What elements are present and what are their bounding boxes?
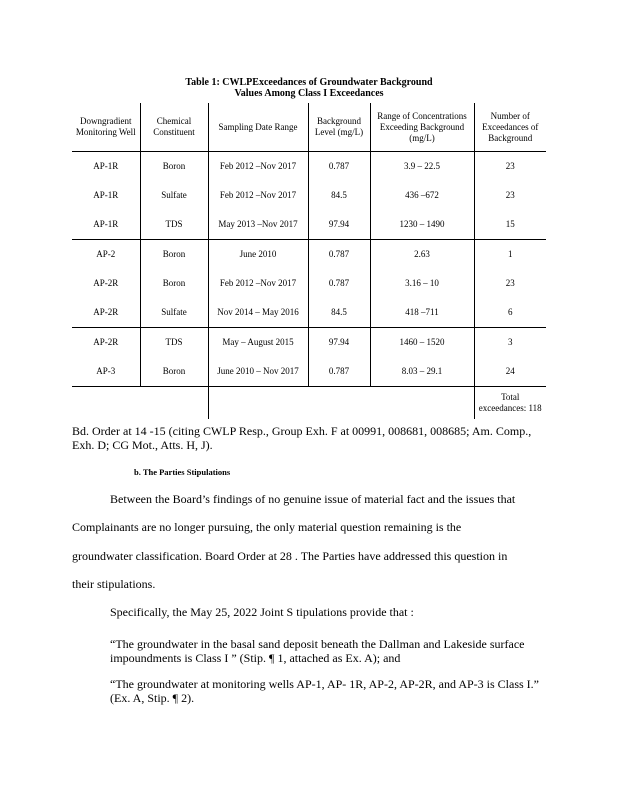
cell-well: AP-1R xyxy=(93,161,119,171)
cell-constituent: TDS xyxy=(140,210,208,240)
header-background: Background Level (mg/L) xyxy=(308,103,370,152)
cell-date: June 2010 xyxy=(208,240,308,270)
cell-background: 0.787 xyxy=(308,357,370,387)
stipulations-intro: Specifically, the May 25, 2022 Joint S tipulations provide that : xyxy=(110,605,414,619)
cell-date: Feb 2012 –Nov 2017 xyxy=(208,152,308,182)
paragraph-line-1: Between the Board’s findings of no genuine issue of material fact and the issues that xyxy=(110,492,516,506)
cell-constituent: Boron xyxy=(140,152,208,182)
caption-line-1: Table 1: CWLPExceedances of Groundwater Background xyxy=(185,77,433,88)
cell-well: AP-2 xyxy=(96,249,116,259)
paragraph-line-3: groundwater classification. Board Order at 28 . The Parties have addressed this question in xyxy=(72,549,508,563)
header-well: Downgradient Monitoring Well xyxy=(72,103,140,152)
table-total-row xyxy=(72,387,546,420)
quote-2: “The groundwater at monitoring wells AP-1, AP- 1R, AP-2, AP-2R, and AP-3 is Class I.” (Ex. A, Stip. ¶ 2). xyxy=(110,677,539,705)
cell-count: 15 xyxy=(474,210,546,240)
caption-line-2: Values Among Class I Exceedances xyxy=(234,88,384,99)
cell-well: AP-2R xyxy=(72,298,140,328)
table-row xyxy=(72,210,546,240)
cell-well: AP-1R xyxy=(72,210,140,240)
cell-well: AP-2R xyxy=(93,278,119,288)
cell-date: Feb 2012 –Nov 2017 xyxy=(208,181,308,210)
paragraph-line-4: their stipulations. xyxy=(72,577,156,591)
cell-constituent: Boron xyxy=(140,357,208,387)
cell-range: 8.03 – 29.1 xyxy=(370,357,474,387)
cell-constituent: TDS xyxy=(140,328,208,358)
table-row xyxy=(72,152,546,182)
table-caption xyxy=(0,77,618,99)
exceedances-table xyxy=(72,103,546,419)
cell-range: 3.9 – 22.5 xyxy=(370,152,474,182)
cell-background: 97.94 xyxy=(308,210,370,240)
header-date: Sampling Date Range xyxy=(208,103,308,152)
cell-count: 23 xyxy=(474,269,546,298)
total-exceedances: Total exceedances: 118 xyxy=(474,387,546,420)
citation: Bd. Order at 14 -15 (citing CWLP Resp., Group Exh. F at 00991, 008681, 008685; Am. Comp., Exh. D; CG Mot., Atts. H, J). xyxy=(72,424,532,452)
section-heading: b. The Parties Stipulations xyxy=(134,467,231,477)
cell-date: June 2010 – Nov 2017 xyxy=(208,357,308,387)
cell-background: 0.787 xyxy=(308,152,370,182)
cell-well: AP-1R xyxy=(93,190,119,200)
cell-background: 0.787 xyxy=(308,240,370,270)
table-row xyxy=(72,181,546,210)
cell-range: 3.16 – 10 xyxy=(370,269,474,298)
cell-constituent: Sulfate xyxy=(140,181,208,210)
cell-count: 24 xyxy=(474,357,546,387)
paragraph-line-2: Complainants are no longer pursuing, the only material question remaining is the xyxy=(72,520,462,534)
cell-count: 23 xyxy=(474,181,546,210)
table-header-row xyxy=(72,103,546,152)
header-range: Range of Concentrations Exceeding Background (mg/L) xyxy=(370,103,474,152)
cell-range: 1230 – 1490 xyxy=(370,210,474,240)
table-row xyxy=(72,269,546,298)
cell-background: 97.94 xyxy=(308,328,370,358)
cell-constituent: Boron xyxy=(140,240,208,270)
cell-constituent: Sulfate xyxy=(140,298,208,328)
cell-date: May 2013 –Nov 2017 xyxy=(208,210,308,240)
cell-date: Feb 2012 –Nov 2017 xyxy=(208,269,308,298)
cell-background: 84.5 xyxy=(308,298,370,328)
table-row xyxy=(72,298,546,328)
cell-date: May – August 2015 xyxy=(208,328,308,358)
cell-range: 418 –711 xyxy=(370,298,474,328)
cell-count: 3 xyxy=(474,328,546,358)
cell-count: 1 xyxy=(474,240,546,270)
cell-well: AP-3 xyxy=(72,357,140,387)
header-constituent: Chemical Constituent xyxy=(140,103,208,152)
cell-background: 0.787 xyxy=(308,269,370,298)
cell-range: 2.63 xyxy=(370,240,474,270)
cell-count: 23 xyxy=(474,152,546,182)
cell-range: 1460 – 1520 xyxy=(370,328,474,358)
cell-date: Nov 2014 – May 2016 xyxy=(208,298,308,328)
table-row xyxy=(72,357,546,387)
cell-constituent: Boron xyxy=(140,269,208,298)
cell-count: 6 xyxy=(474,298,546,328)
table-row xyxy=(72,328,546,358)
table-row xyxy=(72,240,546,270)
cell-background: 84.5 xyxy=(308,181,370,210)
cell-range: 436 –672 xyxy=(370,181,474,210)
cell-well: AP-2R xyxy=(93,337,119,347)
header-count: Number of Exceedances of Background xyxy=(474,103,546,152)
quote-1: “The groundwater in the basal sand deposit beneath the Dallman and Lakeside surface impoundments is Class I ” (Stip. ¶ 1, attached as Ex. A); and xyxy=(110,637,525,665)
